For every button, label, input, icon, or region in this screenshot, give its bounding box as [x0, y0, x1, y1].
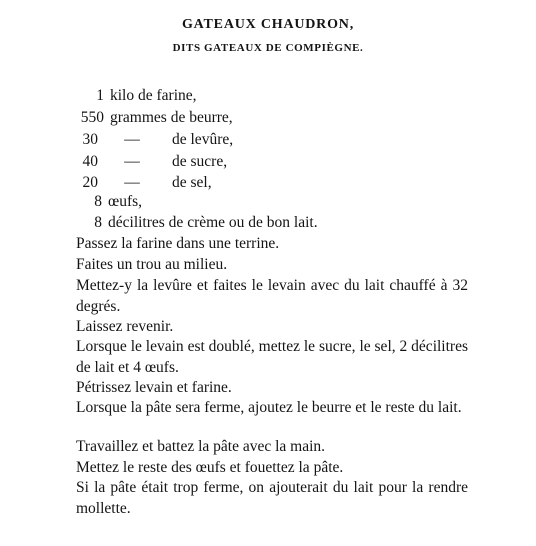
ingredient-text: grammes de beurre, [110, 109, 233, 126]
ditto-dash: — [124, 153, 140, 170]
ingredient-quantity: 550 [80, 109, 104, 126]
ingredient-text: de sel, [172, 174, 212, 191]
ingredient-text: de levûre, [172, 131, 234, 148]
ingredient-text: décilitres de crème ou de bon lait. [108, 214, 318, 231]
instruction-paragraph: Faites un trou au milieu. [76, 256, 228, 273]
ditto-dash: — [124, 174, 140, 191]
ingredient-quantity: 8 [94, 214, 102, 231]
recipe-subtitle: DITS GATEAUX DE COMPIÈGNE. [172, 42, 364, 54]
ingredient-text: de sucre, [172, 153, 228, 170]
recipe-title: GATEAUX CHAUDRON, [181, 17, 354, 32]
instruction-paragraph: Lorsque le levain est doublé, mettez le sucre, le sel, 2 décilitres de lait et 4 œufs. [76, 338, 468, 376]
ingredient-quantity: 1 [96, 87, 104, 104]
instruction-paragraph: Passez la farine dans une terrine. [76, 235, 280, 252]
ingredient-quantity: 8 [94, 193, 102, 210]
ingredient-quantity: 30 [82, 131, 98, 148]
instruction-paragraph: Mettez-y la levûre et faites le levain avec du lait chauffé à 32 degrés. [76, 277, 468, 315]
instruction-paragraph: Mettez le reste des œufs et fouettez la pâte. [76, 459, 344, 476]
ingredient-quantity: 40 [82, 153, 98, 170]
instruction-paragraph: Travaillez et battez la pâte avec la main. [76, 438, 326, 455]
ingredient-text: kilo de farine, [110, 87, 197, 104]
ingredient-text: œufs, [108, 193, 143, 210]
instruction-paragraph: Si la pâte était trop ferme, on ajouterait du lait pour la rendre mollette. [76, 479, 468, 517]
instruction-paragraph: Lorsque la pâte sera ferme, ajoutez le beurre et le reste du lait. [76, 399, 462, 416]
instruction-paragraph: Pétrissez levain et farine. [76, 379, 232, 396]
ingredient-quantity: 20 [82, 174, 98, 191]
ditto-dash: — [124, 131, 140, 148]
instruction-paragraph: Laissez revenir. [76, 318, 174, 335]
